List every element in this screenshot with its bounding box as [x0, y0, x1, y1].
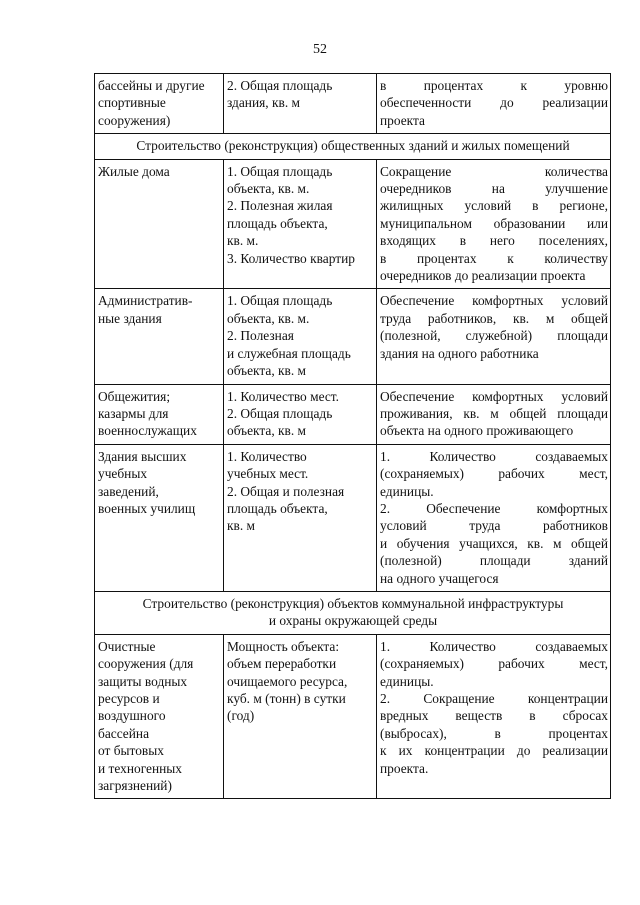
cell-text-line: (выбросах), в процентах: [380, 725, 608, 741]
cell-text-line: Обеспечение комфортных условий: [380, 293, 608, 309]
cell-text-line: муниципальном образовании или: [380, 215, 608, 231]
cell-text-line: 2. Полезная: [227, 328, 294, 344]
cell-text-line: учебных: [98, 466, 148, 482]
cell-text-line: проживания, кв. м общей площади: [380, 405, 608, 421]
cell-text-line: площадь объекта,: [227, 500, 328, 516]
cell-text-line: куб. м (тонн) в сутки: [227, 691, 346, 706]
cell-text-line: кв. м: [227, 518, 255, 534]
cell-text-line: очищаемого ресурса,: [227, 673, 348, 689]
cell-text-line: труда работников, кв. м общей: [380, 310, 608, 326]
cell-text-line: учебных мест.: [227, 466, 309, 482]
capacity-indicator-cell: [224, 159, 377, 289]
cell-text-line: спортивные: [98, 95, 166, 111]
cell-text-line: 1. Общая площадь: [227, 293, 333, 309]
cell-text-line: условий труда работников: [380, 518, 608, 534]
cell-text-line: Очистные: [98, 638, 156, 654]
cell-text-line: ные здания: [98, 310, 162, 326]
object-type-cell: [95, 289, 224, 384]
cell-text-line: обеспеченности до реализации: [380, 95, 608, 111]
cell-text-line: 1. Количество создаваемых: [380, 448, 608, 464]
cell-text-line: входящих в него поселениях,: [380, 233, 608, 249]
cell-text-line: (сохраняемых) рабочих мест,: [380, 656, 608, 672]
section-header-row: [95, 134, 611, 159]
cell-text-line: жилищных условий в регионе,: [380, 198, 608, 214]
object-type-cell: [95, 634, 224, 799]
capacity-indicator-cell: [224, 444, 377, 591]
table-row: [95, 384, 611, 444]
cell-text-line: загрязнений): [98, 778, 172, 794]
cell-text-line: площадь объекта,: [227, 215, 328, 231]
cell-text-line: здания, кв. м: [227, 95, 300, 111]
cell-text-line: проекта.: [380, 760, 429, 776]
cell-text-line: проекта: [380, 112, 425, 128]
capacity-indicator-cell: [224, 634, 377, 799]
capacity-indicator-cell: [224, 384, 377, 444]
cell-text-line: вредных веществ в сбросах: [380, 708, 608, 724]
indicators-table-body: [95, 74, 611, 799]
cell-text-line: 2. Общая площадь: [227, 78, 333, 93]
cell-text-line: Жилые дома: [98, 163, 170, 179]
cell-text-line: бассейны и другие: [98, 78, 205, 93]
cell-text-line: (сохраняемых) рабочих мест,: [380, 466, 608, 482]
cell-text-line: на одного учащегося: [380, 570, 499, 586]
cell-text-line: 2. Обеспечение комфортных: [380, 500, 608, 516]
effect-indicator-cell: [377, 634, 611, 799]
section-heading: [95, 591, 611, 634]
cell-text-line: кв. м.: [227, 233, 259, 249]
cell-text-line: Обеспечение комфортных условий: [380, 388, 608, 404]
table-row: [95, 444, 611, 591]
cell-text-line: очередников до реализации проекта: [380, 268, 586, 284]
cell-text-line: объекта, кв. м: [227, 363, 307, 379]
table-row: [95, 159, 611, 289]
cell-text-line: (полезной, служебной) площади: [380, 328, 608, 344]
cell-text-line: и служебная площадь: [227, 345, 351, 361]
cell-text-line: объекта на одного проживающего: [380, 423, 574, 439]
cell-text-line: 1. Количество: [227, 448, 307, 464]
cell-text-line: и обучения учащихся, кв. м общей: [380, 535, 608, 551]
object-type-cell: [95, 384, 224, 444]
page-number: 52: [313, 42, 327, 57]
cell-text-line: бассейна: [98, 725, 150, 741]
table-row: [95, 74, 611, 134]
object-type-cell: [95, 444, 224, 591]
effect-indicator-cell: [377, 74, 611, 134]
section-header-row: [95, 591, 611, 634]
cell-text-line: казармы для: [98, 405, 169, 421]
effect-indicator-cell: [377, 384, 611, 444]
cell-text-line: объем переработки: [227, 656, 337, 672]
cell-text-line: заведений,: [98, 483, 159, 499]
cell-text-line: 3. Количество квартир: [227, 250, 355, 266]
cell-text-line: сооружения (для: [98, 656, 194, 672]
cell-text-line: 2. Общая и полезная: [227, 483, 345, 499]
cell-text-line: очередников на улучшение: [380, 181, 608, 197]
object-type-cell: [95, 159, 224, 289]
cell-text-line: Административ-: [98, 293, 193, 309]
cell-text-line: 2. Сокращение концентрации: [380, 691, 608, 706]
cell-text-line: объекта, кв. м: [227, 423, 307, 439]
cell-text-line: единицы.: [380, 673, 434, 689]
cell-text-line: Здания высших: [98, 448, 187, 464]
effect-indicator-cell: [377, 159, 611, 289]
cell-text-line: (полезной) площади зданий: [380, 553, 608, 569]
cell-text-line: и техногенных: [98, 760, 182, 776]
cell-text-line: в процентах к количеству: [380, 250, 608, 266]
section-heading: [95, 134, 611, 159]
cell-text-line: единицы.: [380, 483, 434, 499]
effect-indicator-cell: [377, 289, 611, 384]
cell-text-line: ресурсов и: [98, 691, 160, 706]
cell-text-line: к их концентрации до реализации: [380, 743, 608, 759]
cell-text-line: 1. Количество мест.: [227, 388, 339, 404]
cell-text-line: от бытовых: [98, 743, 164, 759]
cell-text-line: сооружения): [98, 112, 171, 128]
capacity-indicator-cell: [224, 74, 377, 134]
cell-text-line: здания на одного работника: [380, 345, 539, 361]
table-row: [95, 289, 611, 384]
cell-text-line: (год): [227, 708, 255, 724]
cell-text-line: защиты водных: [98, 673, 188, 689]
section-heading-line: и охраны окружающей среды: [268, 613, 438, 629]
cell-text-line: 1. Общая площадь: [227, 163, 333, 179]
cell-text-line: Сокращение количества: [380, 163, 608, 179]
section-heading-line: Строительство (реконструкция) общественных зданий и жилых помещений: [136, 138, 570, 154]
cell-text-line: военнослужащих: [98, 423, 197, 439]
cell-text-line: объекта, кв. м.: [227, 310, 310, 326]
cell-text-line: объекта, кв. м.: [227, 181, 310, 197]
effect-indicator-cell: [377, 444, 611, 591]
cell-text-line: воздушного: [98, 708, 166, 724]
cell-text-line: Мощность объекта:: [227, 638, 340, 654]
capacity-indicator-cell: [224, 289, 377, 384]
cell-text-line: 2. Полезная жилая: [227, 198, 333, 214]
cell-text-line: Общежития;: [98, 388, 171, 404]
object-type-cell: [95, 74, 224, 134]
table-row: [95, 634, 611, 799]
indicators-table: [94, 73, 611, 799]
cell-text-line: 1. Количество создаваемых: [380, 638, 608, 654]
cell-text-line: в процентах к уровню: [380, 78, 608, 93]
section-heading-line: Строительство (реконструкция) объектов коммунальной инфраструктуры: [142, 595, 564, 611]
cell-text-line: военных училищ: [98, 500, 196, 516]
cell-text-line: 2. Общая площадь: [227, 405, 333, 421]
